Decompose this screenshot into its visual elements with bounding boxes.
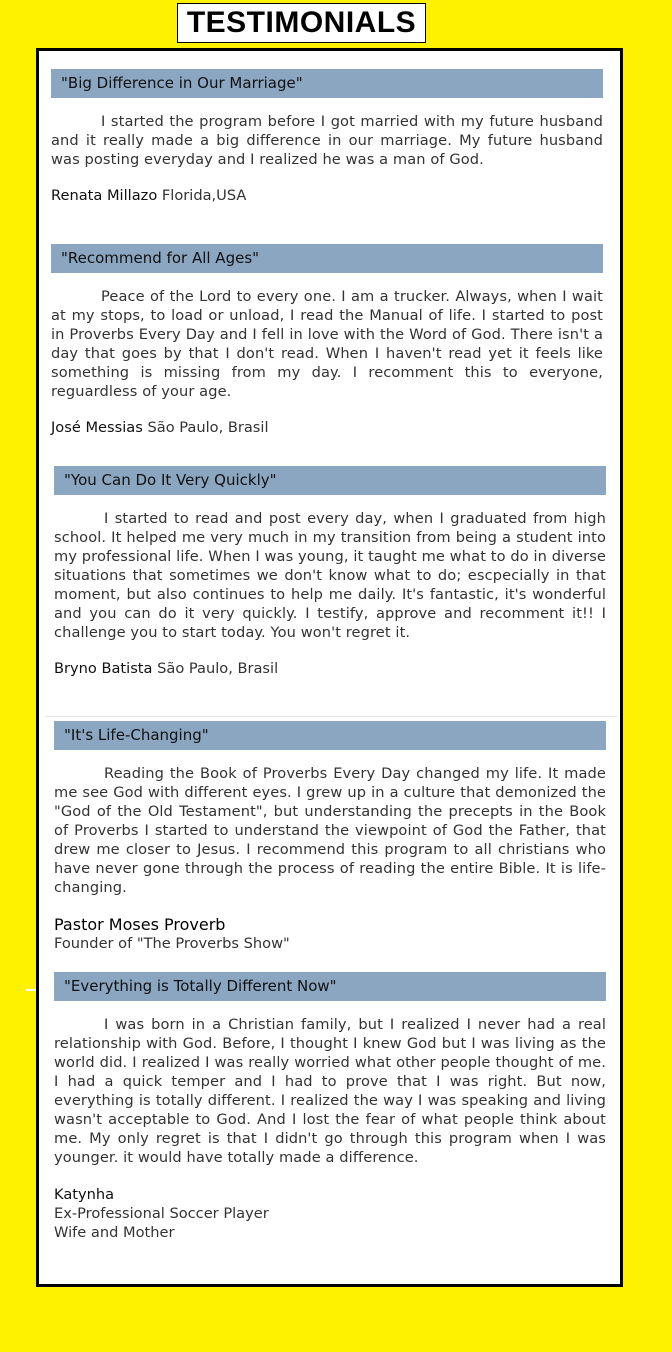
testimonial-author (54, 1185, 606, 1242)
testimonial-4 (54, 721, 606, 953)
testimonial-heading: "Big Difference in Our Marriage" (51, 69, 603, 98)
author-name: José Messias (51, 419, 143, 436)
author-location: São Paulo, Brasil (147, 419, 269, 436)
page-title: TESTIMONIALS (177, 3, 426, 43)
testimonial-author (51, 187, 603, 204)
testimonials-card (36, 48, 623, 1287)
testimonial-2 (51, 244, 603, 436)
author-name: Katynha (54, 1186, 115, 1203)
testimonial-heading: "Recommend for All Ages" (51, 244, 603, 273)
author-name: Bryno Batista (54, 660, 153, 677)
author-role: Founder of "The Proverbs Show" (54, 935, 290, 952)
testimonial-author (54, 660, 606, 677)
testimonial-3 (54, 466, 606, 677)
testimonial-heading: "Everything is Totally Different Now" (54, 972, 606, 1001)
author-location: São Paulo, Brasil (157, 660, 279, 677)
testimonial-heading: "It's Life-Changing" (54, 721, 606, 750)
testimonial-body: I started to read and post every day, when I graduated from high school. It helped me very much in my transition from being a student into my professional life. When I was young, it taught me what to do in diverse situations that sometimes we don't know what to do; escpecially in that moment, but also continues to help me daily. It's fantastic, it's wonderful and you can do it very quickly. I testify, approve and recomment it!! I challenge you to start today. You won't regret it. (54, 510, 606, 641)
testimonial-1 (51, 69, 603, 204)
author-location: Florida,USA (161, 187, 247, 204)
author-role: Ex-Professional Soccer Player (54, 1205, 269, 1222)
author-role-2: Wife and Mother (54, 1224, 175, 1241)
testimonial-heading: "You Can Do It Very Quickly" (54, 466, 606, 495)
author-name: Pastor Moses Proverb (54, 915, 226, 934)
edge-mark (26, 989, 36, 991)
testimonial-body: Peace of the Lord to every one. I am a trucker. Always, when I wait at my stops, to load or unload, I read the Manual of life. I started to post in Proverbs Every Day and I fell in love with the Word of God. There isn't a day that goes by that I don't read. When I haven't read yet it feels like something is missing from my day. I recomment this to everyone, reguardless of your age. (51, 288, 603, 400)
testimonial-author (54, 915, 606, 953)
testimonial-body: Reading the Book of Proverbs Every Day changed my life. It made me see God with different eyes. I grew up in a culture that demonized the "God of the Old Testament", but understanding the precepts in the Book of Proverbs I started to understand the viewpoint of God the Father, that drew me closer to Jesus. I recommend this program to all christians who have never gone through the process of reading the entire Bible. It is life-changing. (54, 765, 606, 896)
testimonial-body: I started the program before I got married with my future husband and it really made a big difference in our marriage. My future husband was posting everyday and I realized he was a man of God. (51, 113, 603, 168)
testimonial-body: I was born in a Christian family, but I realized I never had a real relationship with God. Before, I thought I knew God but I was living as the world did. I realized I was really worried what other people thought of me. I had a quick temper and I had to prove that I was right. But now, everything is totally different. I realized the way I was speaking and living wasn't acceptable to God. And I lost the fear of what people think about me. My only regret is that I didn't go through this program when I was younger. it would have totally made a difference. (54, 1016, 606, 1166)
testimonial-5 (54, 972, 606, 1242)
testimonial-author (51, 419, 603, 436)
author-name: Renata Millazo (51, 187, 158, 204)
divider (45, 716, 617, 717)
